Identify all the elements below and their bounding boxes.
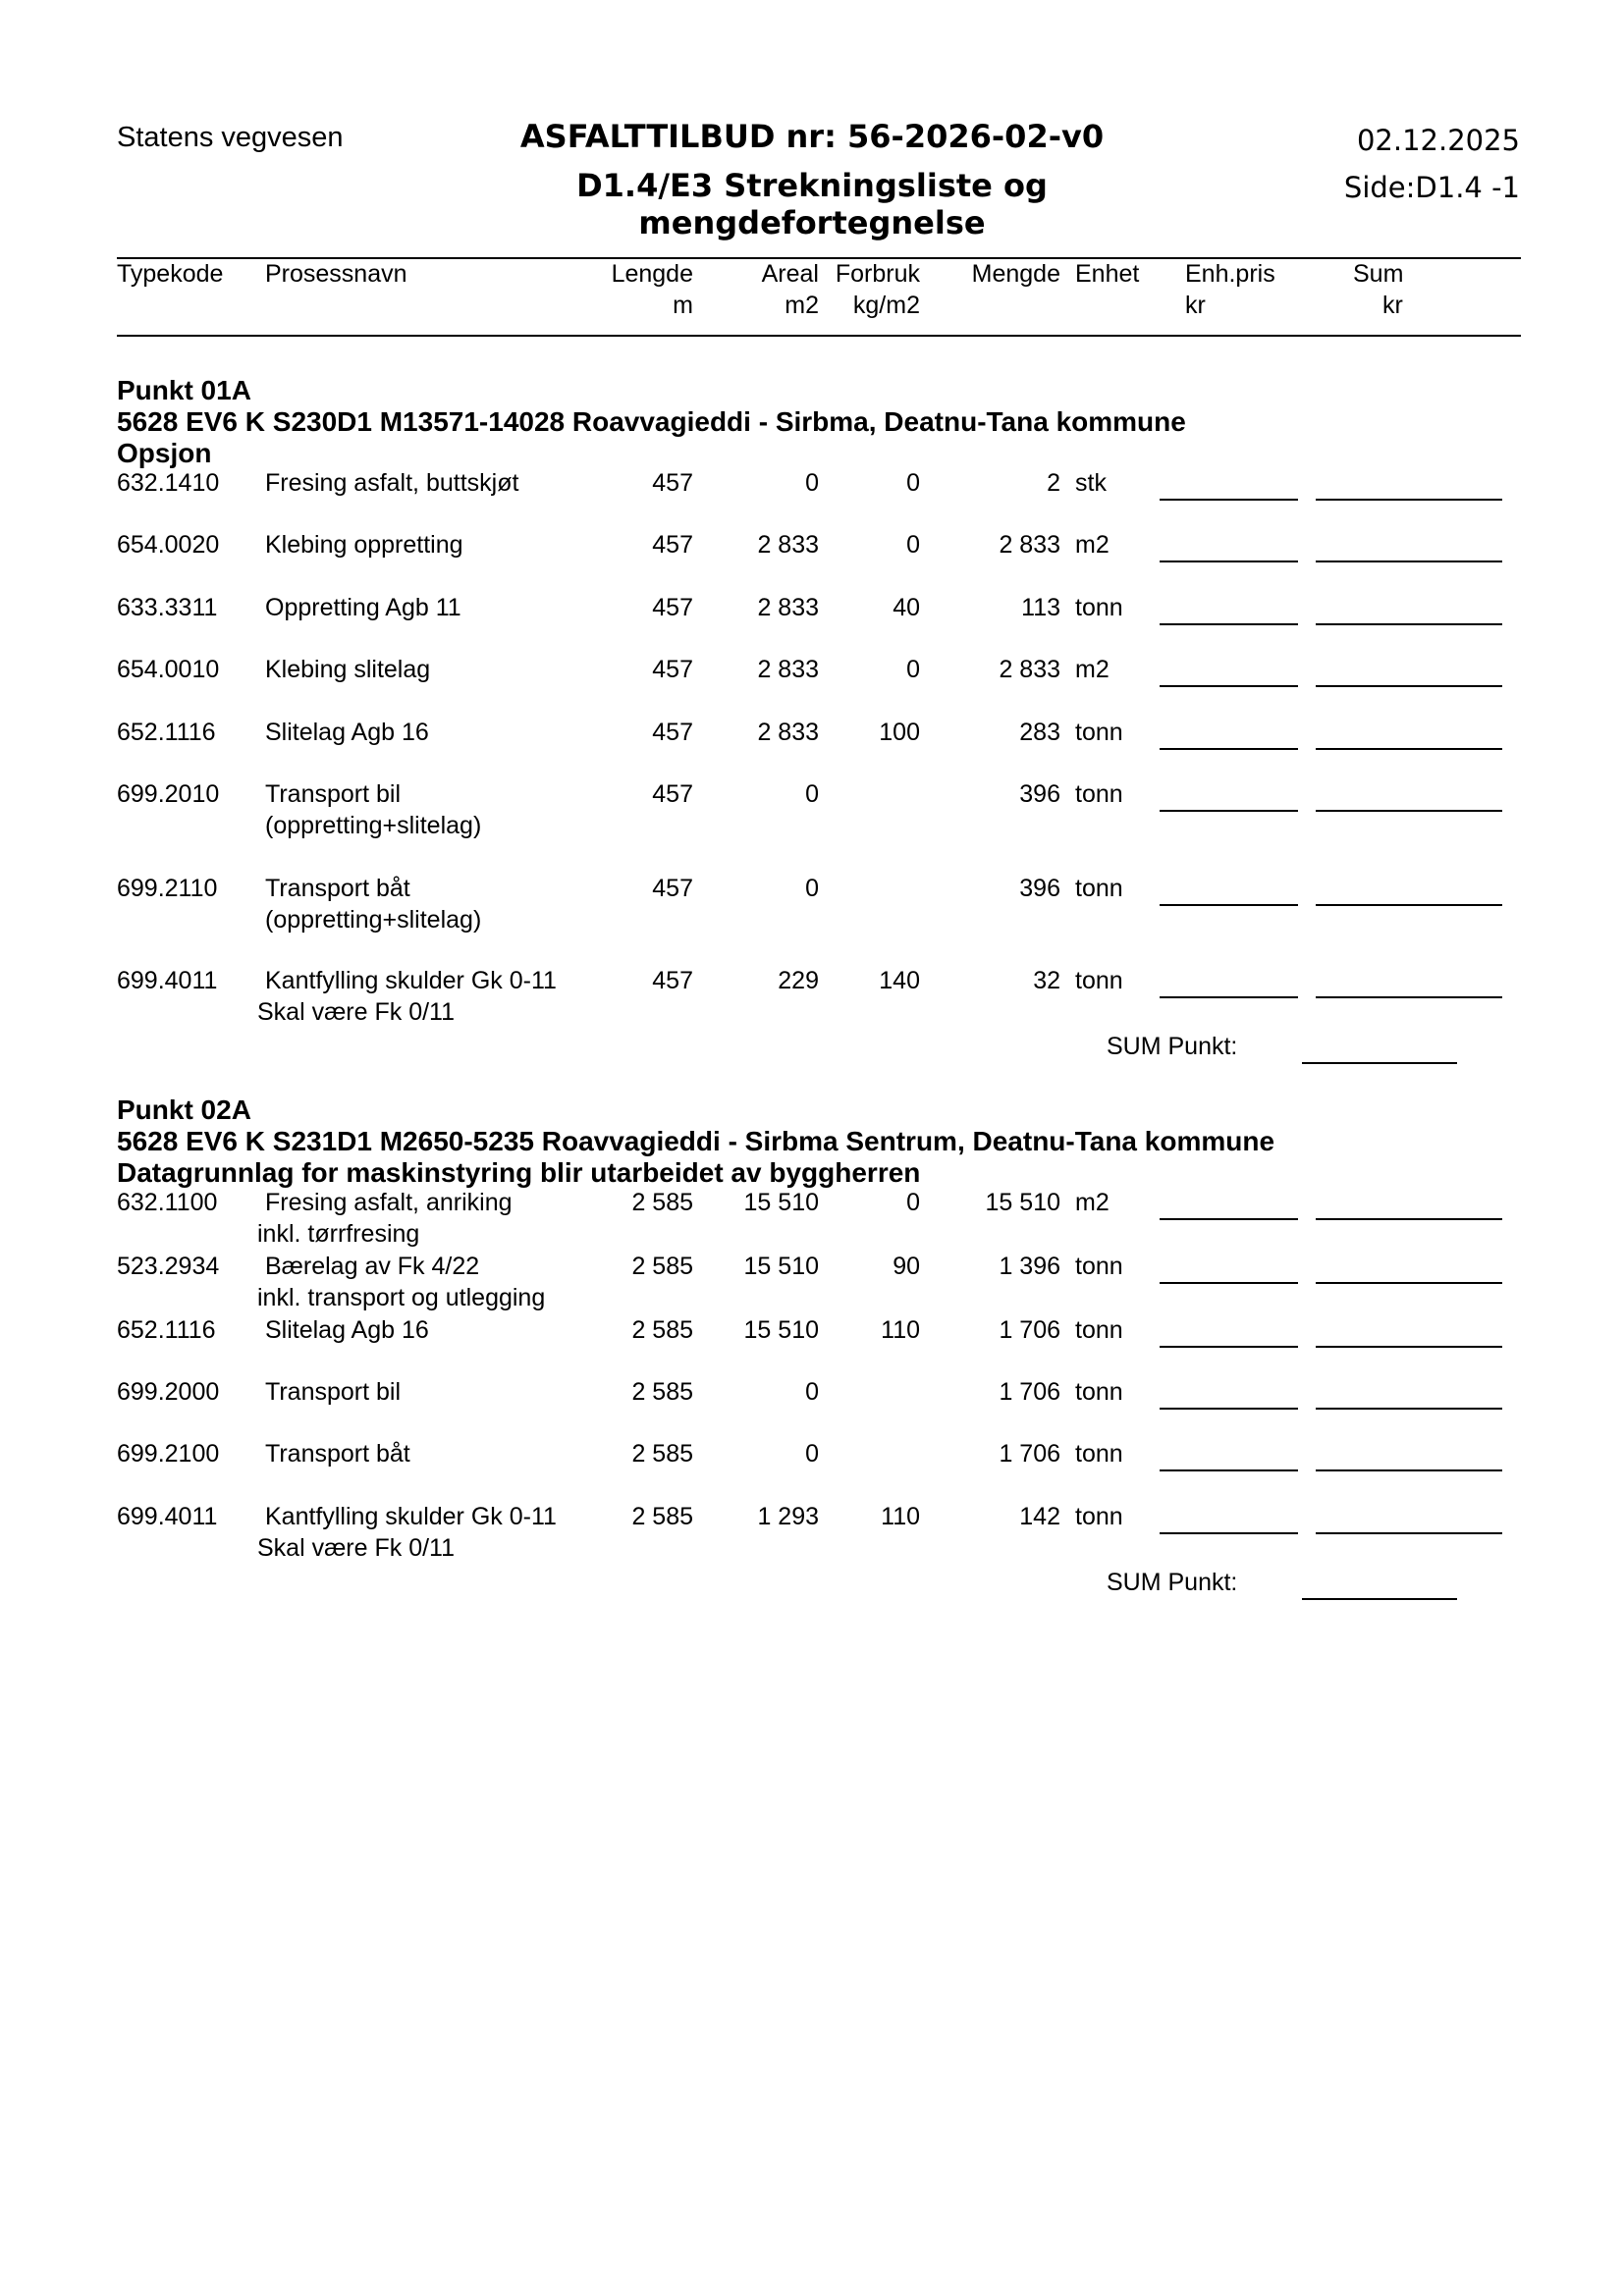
organization: Statens vegvesen — [117, 122, 344, 153]
row-prosessnavn: Slitelag Agb 16 — [265, 1316, 429, 1344]
row-typekode: 633.3311 — [117, 594, 218, 621]
sum-punkt-label: SUM Punkt: — [1107, 1569, 1238, 1596]
row-sum-blank — [1316, 1346, 1502, 1348]
row-enhet: m2 — [1075, 1189, 1110, 1216]
row-prosessnavn: Klebing slitelag — [265, 656, 431, 683]
row-sum-blank — [1316, 685, 1502, 687]
row-typekode: 652.1116 — [117, 719, 216, 746]
col-header-typekode: Typekode — [117, 260, 224, 288]
section-road: 5628 EV6 K S231D1 M2650-5235 Roavvagieddi - Sirbma Sentrum, Deatnu-Tana kommune — [117, 1126, 1275, 1156]
row-typekode: 654.0020 — [117, 531, 220, 559]
row-areal: 15 510 — [743, 1316, 819, 1344]
section-title: Punkt 01A — [117, 375, 251, 405]
row-prosessnavn-detail: inkl. transport og utlegging — [257, 1284, 546, 1311]
row-lengde: 2 585 — [631, 1253, 693, 1280]
row-lengde: 2 585 — [631, 1440, 693, 1468]
row-sum-blank — [1316, 1469, 1502, 1471]
row-typekode: 632.1100 — [117, 1189, 218, 1216]
row-enhpris-blank — [1160, 1469, 1298, 1471]
row-typekode: 699.2000 — [117, 1378, 220, 1406]
row-enhpris-blank — [1160, 810, 1298, 812]
row-typekode: 699.2010 — [117, 780, 220, 808]
row-enhet: stk — [1075, 469, 1107, 497]
row-enhpris-blank — [1160, 748, 1298, 750]
row-sum-blank — [1316, 996, 1502, 998]
row-enhpris-blank — [1160, 561, 1298, 562]
row-lengde: 457 — [652, 656, 693, 683]
row-enhpris-blank — [1160, 996, 1298, 998]
row-lengde: 457 — [652, 967, 693, 994]
col-header-prosessnavn: Prosessnavn — [265, 260, 407, 288]
row-mengde: 1 706 — [999, 1440, 1060, 1468]
row-areal: 2 833 — [757, 531, 819, 559]
header-rule-top — [117, 257, 1521, 259]
row-areal: 0 — [805, 1378, 819, 1406]
page-number: Side:D1.4 -1 — [1343, 171, 1520, 204]
section-road: 5628 EV6 K S230D1 M13571-14028 Roavvagieddi - Sirbma, Deatnu-Tana kommune — [117, 406, 1186, 437]
row-sum-blank — [1316, 1218, 1502, 1220]
row-enhet: tonn — [1075, 594, 1123, 621]
row-forbruk: 0 — [906, 1189, 920, 1216]
row-forbruk: 0 — [906, 531, 920, 559]
row-mengde: 283 — [1019, 719, 1060, 746]
row-enhet: tonn — [1075, 719, 1123, 746]
row-sum-blank — [1316, 623, 1502, 625]
sum-punkt-blank — [1302, 1062, 1457, 1064]
row-typekode: 699.2100 — [117, 1440, 220, 1468]
row-prosessnavn: Transport bil — [265, 780, 402, 808]
col-header-enhpris-unit: kr — [1185, 292, 1206, 319]
row-enhpris-blank — [1160, 623, 1298, 625]
row-mengde: 2 833 — [999, 656, 1060, 683]
col-header-areal-unit: m2 — [785, 292, 819, 319]
col-header-areal: Areal — [761, 260, 819, 288]
row-forbruk: 140 — [879, 967, 920, 994]
row-sum-blank — [1316, 1532, 1502, 1534]
row-forbruk: 90 — [893, 1253, 920, 1280]
header-rule-bottom — [117, 335, 1521, 337]
row-areal: 0 — [805, 1440, 819, 1468]
row-enhet: tonn — [1075, 967, 1123, 994]
row-areal: 2 833 — [757, 656, 819, 683]
row-enhet: m2 — [1075, 531, 1110, 559]
row-lengde: 2 585 — [631, 1378, 693, 1406]
row-typekode: 632.1410 — [117, 469, 220, 497]
row-prosessnavn: Slitelag Agb 16 — [265, 719, 429, 746]
row-forbruk: 100 — [879, 719, 920, 746]
row-typekode: 654.0010 — [117, 656, 220, 683]
row-enhpris-blank — [1160, 499, 1298, 501]
row-sum-blank — [1316, 1282, 1502, 1284]
row-prosessnavn: Transport båt — [265, 1440, 410, 1468]
row-sum-blank — [1316, 904, 1502, 906]
row-lengde: 2 585 — [631, 1316, 693, 1344]
row-sum-blank — [1316, 748, 1502, 750]
row-mengde: 113 — [1021, 594, 1060, 621]
col-header-lengde-unit: m — [673, 292, 693, 319]
row-typekode: 523.2934 — [117, 1253, 220, 1280]
row-lengde: 457 — [652, 780, 693, 808]
col-header-forbruk: Forbruk — [835, 260, 920, 288]
row-lengde: 457 — [652, 594, 693, 621]
row-areal: 15 510 — [743, 1189, 819, 1216]
row-sum-blank — [1316, 1408, 1502, 1410]
row-prosessnavn: Fresing asfalt, anriking — [265, 1189, 513, 1216]
col-header-lengde: Lengde — [611, 260, 693, 288]
row-prosessnavn-detail: inkl. tørrfresing — [257, 1220, 420, 1248]
row-prosessnavn: Transport båt — [265, 875, 410, 902]
row-lengde: 457 — [652, 719, 693, 746]
row-prosessnavn-detail: (oppretting+slitelag) — [265, 812, 482, 839]
row-lengde: 457 — [652, 531, 693, 559]
row-enhpris-blank — [1160, 1532, 1298, 1534]
row-sum-blank — [1316, 810, 1502, 812]
row-enhpris-blank — [1160, 1346, 1298, 1348]
row-mengde: 396 — [1019, 780, 1060, 808]
row-typekode: 699.2110 — [117, 875, 218, 902]
row-enhet: tonn — [1075, 1503, 1123, 1530]
row-lengde: 2 585 — [631, 1503, 693, 1530]
row-mengde: 1 706 — [999, 1378, 1060, 1406]
row-enhpris-blank — [1160, 1218, 1298, 1220]
section-title: Punkt 02A — [117, 1095, 251, 1125]
row-lengde: 457 — [652, 875, 693, 902]
col-header-enhpris: Enh.pris — [1185, 260, 1275, 288]
row-areal: 0 — [805, 780, 819, 808]
row-areal: 2 833 — [757, 719, 819, 746]
row-mengde: 2 — [1047, 469, 1060, 497]
row-prosessnavn: Kantfylling skulder Gk 0-11 — [265, 967, 557, 994]
row-enhet: tonn — [1075, 1253, 1123, 1280]
row-areal: 2 833 — [757, 594, 819, 621]
row-forbruk: 0 — [906, 469, 920, 497]
row-enhpris-blank — [1160, 1408, 1298, 1410]
row-forbruk: 40 — [893, 594, 920, 621]
document-subtitle-line1: D1.4/E3 Strekningsliste og — [576, 167, 1048, 204]
row-typekode: 652.1116 — [117, 1316, 216, 1344]
row-prosessnavn: Fresing asfalt, buttskjøt — [265, 469, 519, 497]
col-header-forbruk-unit: kg/m2 — [852, 292, 920, 319]
row-prosessnavn: Transport bil — [265, 1378, 402, 1406]
col-header-sum: Sum — [1353, 260, 1404, 288]
sum-punkt-label: SUM Punkt: — [1107, 1033, 1238, 1060]
col-header-mengde: Mengde — [971, 260, 1060, 288]
row-mengde: 15 510 — [985, 1189, 1060, 1216]
row-prosessnavn: Bærelag av Fk 4/22 — [265, 1253, 480, 1280]
document-title: ASFALTTILBUD nr: 56-2026-02-v0 — [519, 118, 1105, 155]
document-date: 02.12.2025 — [1356, 124, 1520, 157]
row-areal: 0 — [805, 875, 819, 902]
row-areal: 229 — [778, 967, 819, 994]
row-mengde: 396 — [1019, 875, 1060, 902]
row-mengde: 2 833 — [999, 531, 1060, 559]
row-enhpris-blank — [1160, 685, 1298, 687]
row-areal: 15 510 — [743, 1253, 819, 1280]
sum-punkt-blank — [1302, 1598, 1457, 1600]
document-subtitle-line2: mengdefortegnelse — [638, 204, 986, 241]
row-sum-blank — [1316, 561, 1502, 562]
row-mengde: 32 — [1033, 967, 1060, 994]
row-forbruk: 110 — [881, 1503, 920, 1530]
section-note: Datagrunnlag for maskinstyring blir utarbeidet av byggherren — [117, 1157, 921, 1188]
row-forbruk: 0 — [906, 656, 920, 683]
col-header-sum-unit: kr — [1382, 292, 1403, 319]
row-enhpris-blank — [1160, 904, 1298, 906]
row-enhet: tonn — [1075, 780, 1123, 808]
row-mengde: 142 — [1019, 1503, 1060, 1530]
row-typekode: 699.4011 — [117, 1503, 218, 1530]
col-header-enhet: Enhet — [1075, 260, 1140, 288]
row-prosessnavn: Kantfylling skulder Gk 0-11 — [265, 1503, 557, 1530]
row-enhet: tonn — [1075, 1378, 1123, 1406]
row-lengde: 2 585 — [631, 1189, 693, 1216]
row-prosessnavn-detail: Skal være Fk 0/11 — [257, 1534, 456, 1562]
section-note: Opsjon — [117, 438, 212, 468]
row-lengde: 457 — [652, 469, 693, 497]
row-enhet: tonn — [1075, 1440, 1123, 1468]
row-enhpris-blank — [1160, 1282, 1298, 1284]
row-areal: 1 293 — [757, 1503, 819, 1530]
row-mengde: 1 706 — [999, 1316, 1060, 1344]
row-enhet: tonn — [1075, 1316, 1123, 1344]
row-enhet: m2 — [1075, 656, 1110, 683]
row-typekode: 699.4011 — [117, 967, 218, 994]
row-sum-blank — [1316, 499, 1502, 501]
row-areal: 0 — [805, 469, 819, 497]
row-prosessnavn-detail: Skal være Fk 0/11 — [257, 998, 456, 1026]
row-mengde: 1 396 — [999, 1253, 1060, 1280]
row-prosessnavn: Oppretting Agb 11 — [265, 594, 461, 621]
row-forbruk: 110 — [881, 1316, 920, 1344]
row-enhet: tonn — [1075, 875, 1123, 902]
row-prosessnavn: Klebing oppretting — [265, 531, 463, 559]
row-prosessnavn-detail: (oppretting+slitelag) — [265, 906, 482, 934]
